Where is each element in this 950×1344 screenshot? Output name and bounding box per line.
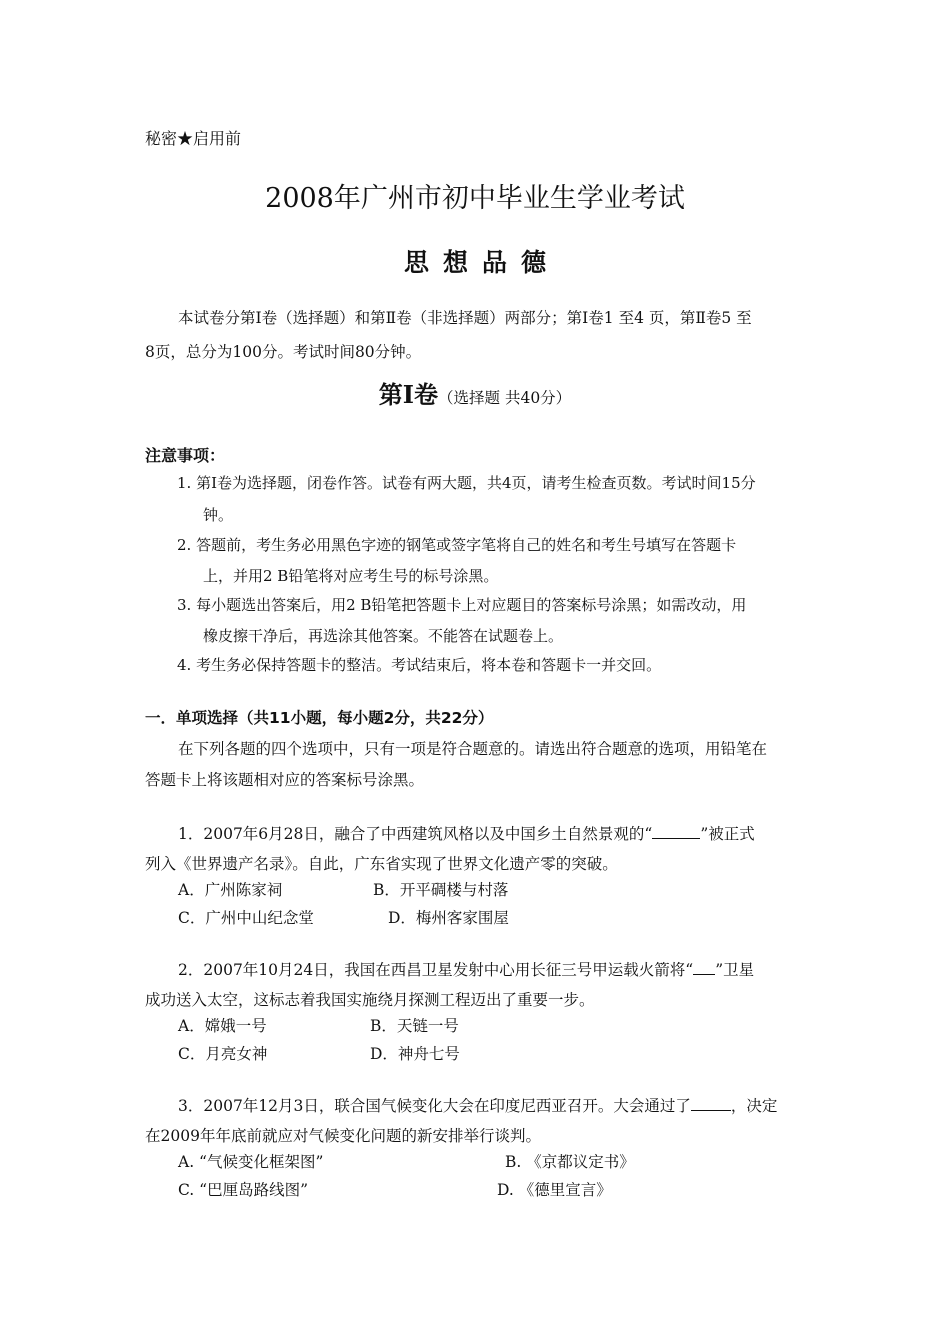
option-b: B．开平碉楼与村落 xyxy=(373,881,509,899)
section-instruction: 在下列各题的四个选项中，只有一项是符合题意的。请选出符合题意的选项，用铅笔在 xyxy=(178,740,768,758)
question-stem xyxy=(178,1094,777,1116)
question-stem xyxy=(178,822,755,844)
question-text: ”卫星 xyxy=(715,961,755,979)
question-text: ”被正式 xyxy=(700,825,755,843)
notice-item: 1. 第Ⅰ卷为选择题，闭卷作答。试卷有两大题，共4页，请考生检查页数。考试时间15分 xyxy=(177,474,756,492)
intro-line: 本试卷分第Ⅰ卷（选择题）和第Ⅱ卷（非选择题）两部分；第Ⅰ卷1 至4 页，第Ⅱ卷5 至 xyxy=(178,309,752,327)
volume-main: 第Ⅰ卷 xyxy=(378,380,439,409)
notice-item: 上，并用2 B铅笔将对应考生号的标号涂黑。 xyxy=(203,567,499,585)
volume-heading xyxy=(0,375,950,410)
notice-item: 4. 考生务必保持答题卡的整洁。考试结束后，将本卷和答题卡一并交回。 xyxy=(177,656,662,674)
page-title: 2008年广州市初中毕业生学业考试 xyxy=(265,183,685,214)
question-stem: 列入《世界遗产名录》。自此，广东省实现了世界文化遗产零的突破。 xyxy=(145,855,618,873)
section-instruction: 答题卡上将该题相对应的答案标号涂黑。 xyxy=(145,771,425,789)
question-stem: 在2009年年底前就应对气候变化问题的新安排举行谈判。 xyxy=(145,1127,541,1145)
question-stem xyxy=(178,958,754,980)
question-text: 1．2007年6月28日，融合了中西建筑风格以及中国乡土自然景观的“ xyxy=(178,825,653,843)
option-b: B. 《京都议定书》 xyxy=(505,1153,635,1171)
option-d: D．神舟七号 xyxy=(370,1045,460,1063)
subject-title: 思想品德 xyxy=(403,248,560,277)
option-d: D. 《德里宣言》 xyxy=(497,1181,612,1199)
option-c: C．广州中山纪念堂 xyxy=(178,909,314,927)
notice-item: 2. 答题前，考生务必用黑色字迹的钢笔或签字笔将自己的姓名和考生号填写在答题卡 xyxy=(177,536,737,554)
notice-item: 3. 每小题选出答案后，用2 B铅笔把答题卡上对应题目的答案标号涂黑；如需改动，用 xyxy=(177,596,747,614)
question-text: ，决定 xyxy=(730,1097,778,1115)
option-c: C．月亮女神 xyxy=(178,1045,268,1063)
notice-heading: 注意事项： xyxy=(145,446,226,465)
answer-blank xyxy=(693,960,715,975)
answer-blank xyxy=(691,1096,731,1111)
option-a: A．嫦娥一号 xyxy=(178,1017,267,1035)
volume-sub: （选择题 共40分） xyxy=(438,389,572,407)
question-text: 3．2007年12月3日，联合国气候变化大会在印度尼西亚召开。大会通过了 xyxy=(178,1097,691,1115)
answer-blank xyxy=(652,824,700,839)
section-heading: 一．单项选择（共11小题，每小题2分，共22分） xyxy=(145,709,494,727)
option-c: C. “巴厘岛路线图” xyxy=(178,1181,309,1199)
question-stem: 成功送入太空，这标志着我国实施绕月探测工程迈出了重要一步。 xyxy=(145,991,595,1009)
option-b: B．天链一号 xyxy=(370,1017,459,1035)
option-a: A. “气候变化框架图” xyxy=(178,1153,324,1171)
option-a: A．广州陈家祠 xyxy=(178,881,283,899)
option-d: D．梅州客家围屋 xyxy=(388,909,509,927)
question-text: 2．2007年10月24日，我国在西昌卫星发射中心用长征三号甲运载火箭将“ xyxy=(178,961,694,979)
secret-label: 秘密★启用前 xyxy=(145,129,242,148)
notice-item: 橡皮擦干净后，再选涂其他答案。不能答在试题卷上。 xyxy=(203,627,564,645)
notice-item: 钟。 xyxy=(203,506,234,524)
intro-line: 8页，总分为100分。考试时间80分钟。 xyxy=(145,343,422,361)
